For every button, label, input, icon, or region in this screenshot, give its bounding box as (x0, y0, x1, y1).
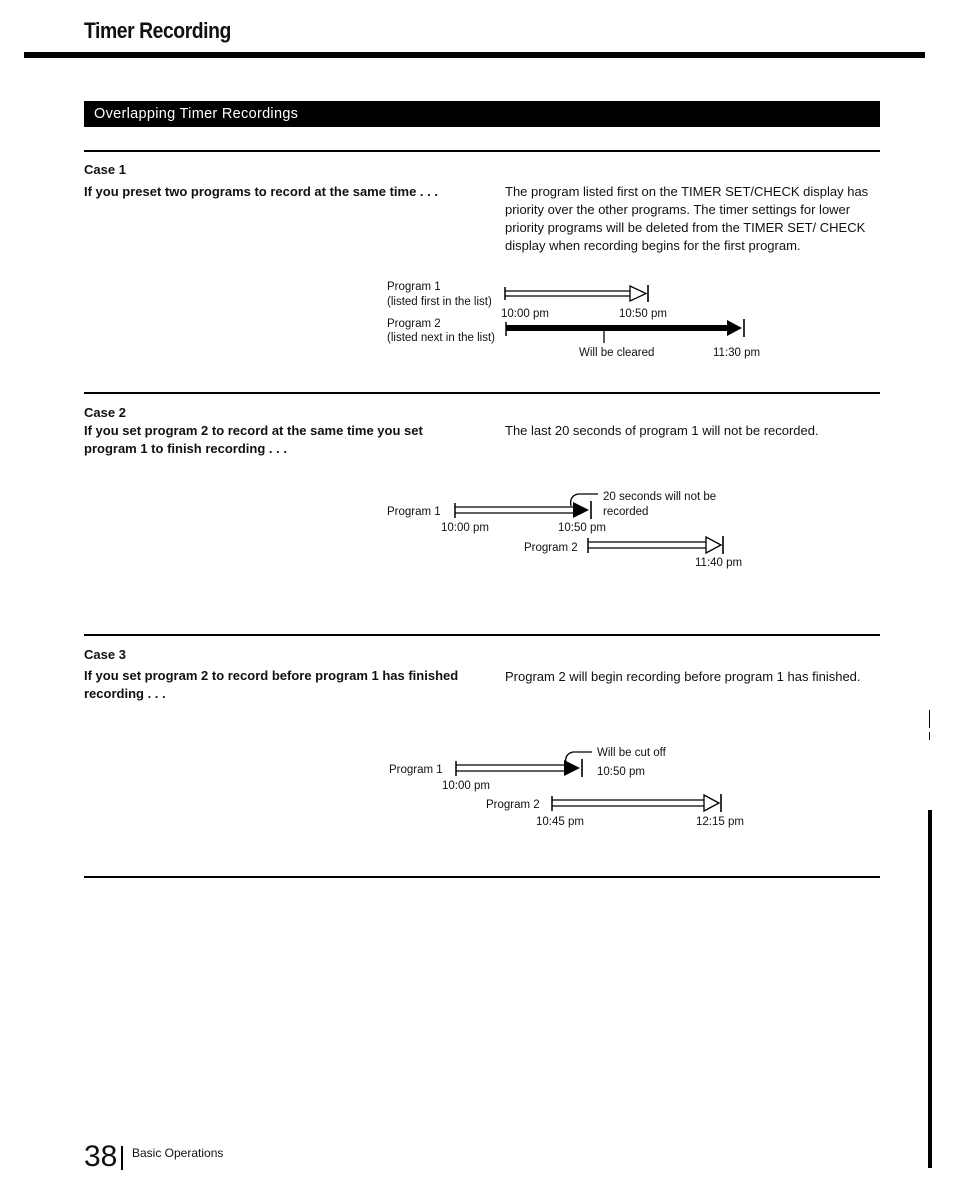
case3-program2-arrow (552, 794, 721, 812)
case3-condition: If you set program 2 to record before program 1 has finished recording . . . (84, 668, 459, 701)
case1-program1-note: (listed first in the list) (387, 296, 492, 308)
case2-program1-start-time: 10:00 pm (441, 522, 489, 534)
case3-program2-start-time: 10:45 pm (536, 816, 584, 828)
case2-note-line2: recorded (603, 506, 649, 518)
case2-program2-end-time: 11:40 pm (695, 557, 743, 569)
page-number: 38 (84, 1140, 118, 1173)
margin-thumb-bar (928, 810, 932, 1168)
footer-separator (121, 1146, 123, 1170)
case1-start-time: 10:00 pm (501, 308, 549, 320)
case1-program2-end-time: 11:30 pm (713, 347, 761, 359)
bottom-rule (84, 876, 880, 878)
case3-program2-end-time: 12:15 pm (696, 816, 744, 828)
case3-program1-start-time: 10:00 pm (442, 780, 490, 792)
case3-label: Case 3 (84, 647, 126, 662)
case1-program2-label: Program 2 (387, 318, 441, 330)
case3-result: Program 2 will begin recording before program 1 has finished. (505, 669, 861, 684)
section-title-bar: Overlapping Timer Recordings (84, 101, 880, 127)
margin-tick-mark (929, 710, 930, 728)
case1-program1-end-time: 10:50 pm (619, 308, 667, 320)
case1-cleared-note: Will be cleared (579, 347, 655, 359)
case2-program1-end-time: 10:50 pm (558, 522, 606, 534)
case1-program2-note: (listed next in the list) (387, 332, 496, 344)
page-title: Timer Recording (84, 18, 231, 43)
case2-label: Case 2 (84, 405, 126, 420)
case1-condition: If you preset two programs to record at the same time . . . (84, 184, 438, 199)
case3-program2-label: Program 2 (486, 799, 540, 811)
case3-program1-arrow (456, 752, 592, 777)
case2-program2-label: Program 2 (524, 542, 578, 554)
case3-cut-note: Will be cut off (597, 747, 666, 759)
case2-note-line1: 20 seconds will not be (603, 491, 717, 503)
case3-program1-label: Program 1 (389, 764, 443, 776)
case3-program1-end-time: 10:50 pm (597, 766, 645, 778)
footer-section-label: Basic Operations (132, 1146, 224, 1160)
case1-program1-label: Program 1 (387, 281, 441, 293)
case2-program1-label: Program 1 (387, 506, 441, 518)
margin-tick-mark-small (929, 732, 930, 740)
case1-result: The program listed first on the TIMER SET/CHECK display has priority over the other programs. The timer settings for lower priority programs will be deleted from the TIMER SET/ CHECK display when recording begins for the first program. (505, 184, 869, 253)
case2-result: The last 20 seconds of program 1 will not be recorded. (505, 423, 819, 438)
case1-label: Case 1 (84, 162, 126, 177)
case2-condition: If you set program 2 to record at the same time you set program 1 to finish recording . . . (84, 423, 423, 456)
